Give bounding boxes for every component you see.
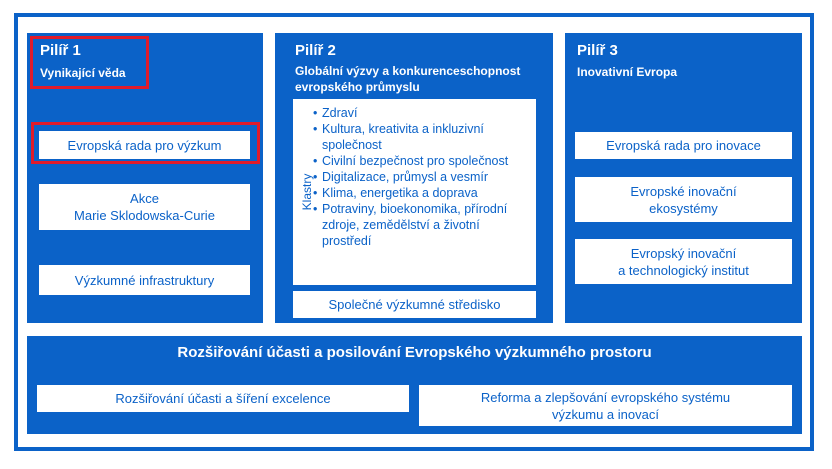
erc-highlight	[31, 122, 260, 164]
cluster-item: • Potraviny, bioekonomika, přírodní zdroje, zemědělství a životní prostředí	[313, 201, 530, 249]
clusters-box	[293, 99, 536, 285]
reform-label: Reforma a zlepšování evropského systému výzkumu a inovací	[480, 389, 731, 422]
widening-panel	[27, 336, 802, 434]
reform-box	[419, 385, 792, 426]
jrc-label: Společné výzkumné středisko	[328, 297, 501, 312]
msca-label: Akce Marie Sklodowska-Curie	[74, 191, 215, 223]
ecosystems-box	[575, 177, 792, 222]
widening-title: Rozšiřování účasti a posilování Evropského výzkumného prostoru	[177, 344, 652, 361]
cluster-item: • Civilní bezpečnost pro společnost	[313, 153, 530, 169]
pillar-2-panel	[275, 33, 553, 323]
pillar-1-title: Pilíř 1	[40, 42, 81, 59]
clusters-list	[313, 105, 530, 249]
erc-label: Evropská rada pro výzkum	[67, 137, 222, 153]
infrastructures-box	[39, 265, 250, 295]
clusters-label: Klastry	[300, 173, 314, 211]
eic-box	[575, 132, 792, 159]
pillar-3-subtitle: Inovativní Evropa	[577, 65, 678, 79]
pillar-2-subtitle-1: Globální výzvy a konkurenceschopnost	[295, 64, 521, 78]
pillar-3-panel	[565, 33, 802, 323]
ecosystems-label: Evropské inovační ekosystémy	[630, 183, 737, 216]
cluster-item: • Zdraví	[313, 105, 530, 121]
infrastructures-label: Výzkumné infrastruktury	[74, 272, 215, 288]
cluster-item: • Digitalizace, průmysl a vesmír	[313, 169, 530, 185]
cluster-item: • Klima, energetika a doprava	[313, 185, 530, 201]
cluster-item: • Kultura, kreativita a inkluzivní společnost	[313, 121, 530, 153]
widening-excellence-box	[37, 385, 409, 412]
pillar-1-title-highlight	[30, 36, 149, 89]
widening-excellence-label: Rozšiřování účasti a šíření excelence	[115, 391, 331, 406]
eit-box	[575, 239, 792, 284]
pillar-3-title: Pilíř 3	[577, 42, 618, 59]
eit-label: Evropský inovační a technologický institut	[618, 245, 749, 278]
pillar-1-subtitle: Vynikající věda	[40, 66, 126, 80]
pillar-2-subtitle-2: evropského průmyslu	[295, 80, 420, 94]
msca-box	[39, 184, 250, 230]
jrc-box	[293, 291, 536, 318]
eic-label: Evropská rada pro inovace	[606, 138, 761, 153]
pillar-2-title: Pilíř 2	[295, 42, 336, 59]
